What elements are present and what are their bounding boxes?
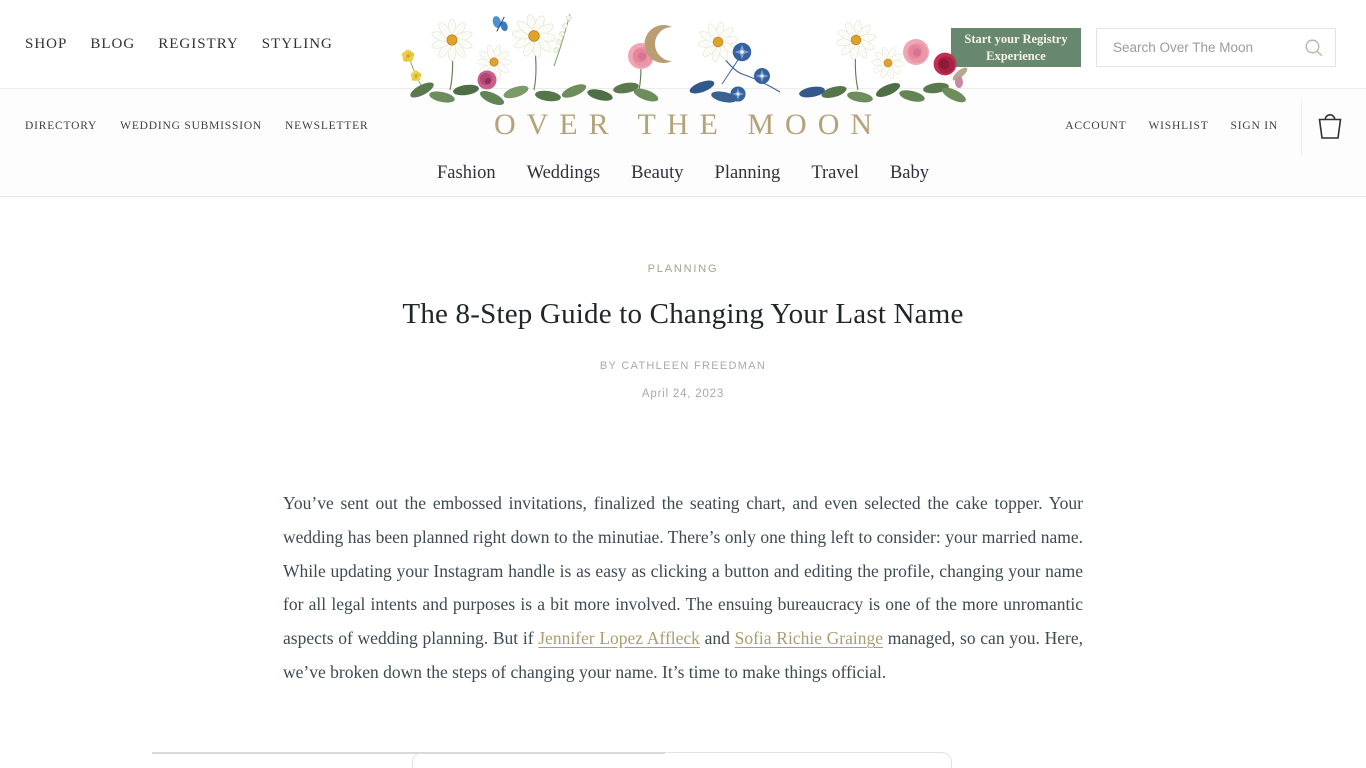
nav-directory[interactable]: DIRECTORY [25, 120, 98, 132]
main-nav [0, 163, 1366, 184]
article-byline: BY CATHLEEN FREEDMAN [599, 360, 767, 372]
nav-blog[interactable]: BLOG [90, 35, 136, 52]
paragraph-text: You’ve sent out the embossed invitations, finalized the seating chart, and even selected the cake topper. Your wedding has been planned right down to the minutiae. There’s only one thing left to consider: your married name. While updating your Instagram handle is as easy as clicking a button and editing the profile, changing your name for all legal intents and purposes is a bit more involved. The ensuing bureaucracy is one of the more unromantic aspects of wedding planning. But if [283, 493, 1083, 649]
paragraph-text: and [699, 628, 735, 649]
utility-bar [0, 0, 1366, 89]
site-logo[interactable]: OVER THE MOON [493, 108, 884, 141]
horizontal-divider [152, 752, 665, 754]
search-icon[interactable] [1304, 38, 1324, 63]
nav-beauty[interactable]: Beauty [631, 163, 684, 183]
search-box [1096, 28, 1336, 67]
nav-baby[interactable]: Baby [889, 163, 929, 183]
nav-registry[interactable]: REGISTRY [158, 35, 239, 52]
nav-weddings[interactable]: Weddings [526, 163, 601, 183]
nav-travel[interactable]: Travel [811, 163, 859, 183]
nav-shop[interactable]: SHOP [25, 35, 68, 52]
nav-newsletter[interactable]: NEWSLETTER [285, 120, 369, 132]
article [283, 263, 1083, 690]
start-registry-button[interactable]: Start your Registry Experience [951, 28, 1081, 67]
article-date: April 24, 2023 [641, 388, 725, 400]
search-input[interactable] [1097, 29, 1287, 66]
nav-account[interactable]: ACCOUNT [1065, 120, 1127, 132]
utility-bar-right [951, 28, 1336, 67]
article-title: The 8-Step Guide to Changing Your Last Name [402, 298, 964, 330]
nav-sign-in[interactable]: SIGN IN [1230, 120, 1278, 132]
nav-wedding-submission[interactable]: WEDDING SUBMISSION [120, 120, 263, 132]
article-category[interactable]: PLANNING [647, 263, 719, 275]
nav-styling[interactable]: STYLING [261, 35, 333, 52]
site-header [0, 0, 1366, 197]
nav-fashion[interactable]: Fashion [437, 163, 496, 183]
utility-nav [25, 0, 333, 88]
secondary-bar [0, 89, 1366, 197]
article-main [0, 263, 1366, 690]
link-jennifer-lopez-affleck[interactable]: Jennifer Lopez Affleck [538, 628, 700, 649]
link-sofia-richie-grainge[interactable]: Sofia Richie Grainge [734, 628, 884, 649]
nav-planning[interactable]: Planning [714, 163, 781, 183]
article-paragraph [283, 487, 1083, 690]
embedded-card-top [412, 752, 952, 768]
paragraph-text: managed, so can you. Here, we’ve broken down the steps of changing your name. It’s time to make things official. [283, 628, 1083, 682]
nav-wishlist[interactable]: WISHLIST [1148, 120, 1209, 132]
